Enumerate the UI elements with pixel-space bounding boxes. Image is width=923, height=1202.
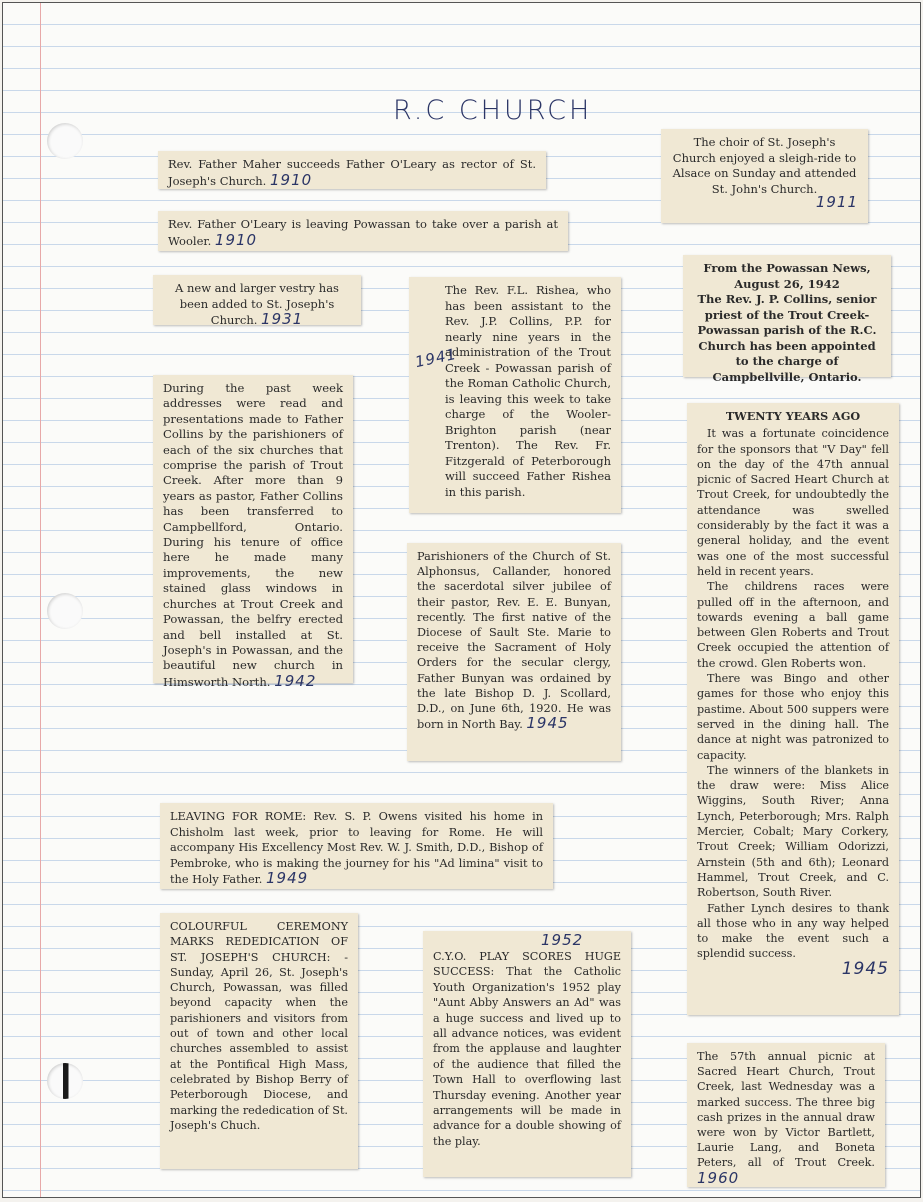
clipping-paragraph: The childrens races were pulled off in the afternoon, and towards evening a ball game between Glen Roberts and Trout Creek occupied the attention of the crowd. Glen Roberts won. [697, 580, 889, 670]
clipping-text: The choir of St. Joseph's Church enjoyed a sleigh-ride to Alsace on Sunday and attended St. John's Church. [672, 135, 857, 196]
page-title: R.C CHURCH [393, 95, 593, 126]
clipping-choir [661, 129, 868, 223]
clipping-paragraph: There was Bingo and other games for those who enjoy this pastime. About 500 suppers were served in the dining hall. The dance at night was patronized to capacity. [697, 672, 889, 762]
clipping-text: A new and larger vestry has been added to St. Joseph's Church. [175, 281, 339, 327]
clipping-cyo [423, 931, 631, 1177]
binder-hole [47, 1063, 83, 1099]
clipping-heading: TWENTY YEARS AGO [725, 409, 861, 423]
handwritten-year: 1960 [697, 1168, 740, 1187]
clipping-text: LEAVING FOR ROME: Rev. S. P. Owens visited his home in Chisholm last week, prior to leaving for Rome. He will accompany His Excellency Most Rev. W. J. Smith, D.D., Bishop of Pembroke, who is making the journey for his "Ad limina" visit to the Holy Father. [170, 810, 543, 886]
clipping-text: C.Y.O. PLAY SCORES HUGE SUCCESS: That the Catholic Youth Organization's 1952 play "Aunt Abby Answers an Ad" was a huge success and lived up to all advance notices, was evident from the applause and laughter of the audience that filled the Town Hall to overflowing last Thursday evening. Another year arrangements will be made in advance for a double showing of the play. [433, 950, 621, 1148]
clipping-rome [160, 803, 553, 889]
clipping-header: From the Powassan News, August 26, 1942 [703, 261, 871, 291]
handwritten-year: 1945 [526, 714, 569, 733]
clipping-paragraph: Father Lynch desires to thank all those who in any way helped to make the event such a splendid success. [697, 901, 889, 961]
clipping-paragraph: It was a fortunate coincidence for the sponsors that "V Day" fell on the day of the 47th annual picnic of Sacred Heart Church at Trout Creek, for undoubtedly the attendance was swelled considerably by the fact it was a general holiday, and the event was one of the most successful held in recent years. [697, 427, 889, 578]
clipping-text: During the past week addresses were read and presentations made to Father Collins by the parishioners of each of the six churches that comprise the parish of Trout Creek. After more than 9 years as pastor, Father Collins has been transferred to Campbellford, Ontario. During his tenure of office here he made many improvements, the new stained glass windows in churches at Trout Creek and Powassan, the belfry erected and bell installed at St. Joseph's in Powassan, and the beautiful new church in Himsworth North. [163, 381, 343, 689]
clipping-vestry [153, 275, 361, 328]
clipping-text: Parishioners of the Church of St. Alphonsus, Callander, honored the sacerdotal silver jubilee of their pastor, Rev. E. E. Bunyan, recently. The first native of the Diocese of Sault Ste. Marie to receive the Sacrament of Holy Orders for the secular clergy, Father Bunyan was ordained by the late Bishop D. J. Scollard, D.D., on June 6th, 1920. He was born in North Bay. [417, 550, 611, 732]
clipping-picnic-57 [687, 1043, 885, 1187]
clipping-text: The 57th annual picnic at Sacred Heart Church, Trout Creek, last Wednesday was a marked success. The three big cash prizes in the annual draw were won by Victor Bartlett, Laurie Lang, and Boneta Peters, all of Trout Creek. [697, 1050, 875, 1170]
clipping-twenty-years-ago [687, 403, 899, 1015]
clipping-collins [683, 255, 891, 384]
handwritten-year: 1911 [815, 193, 858, 211]
handwritten-year: 1952 [541, 931, 584, 949]
clipping-oleary [158, 211, 568, 251]
handwritten-year: 1945 [841, 958, 889, 979]
clipping-rishea [409, 277, 621, 513]
clipping-rededication [160, 913, 358, 1169]
handwritten-year: 1910 [214, 230, 258, 249]
handwritten-year: 1941 [413, 344, 459, 372]
clipping-maher [158, 151, 546, 189]
clipping-text: The Rev. F.L. Rishea, who has been assistant to the Rev. J.P. Collins, P.P. for nearly nine years in the administration of the Trout Creek - Powassan parish of the Roman Catholic Church, is leaving this week to take charge of the Wooler-Brighton parish (near Trenton). The Rev. Fr. Fitzgerald of Peterborough will succeed Father Rishea in this parish. [445, 283, 611, 499]
clipping-past-week [153, 375, 353, 690]
clipping-text: COLOURFUL CEREMONY MARKS REDEDICATION OF ST. JOSEPH'S CHURCH: - Sunday, April 26, St. Joseph's Church, Powassan, was filled beyond capacity when the parishioners and visitors from out of town and other local churches assembled to assist at the Pontifical High Mass, celebrated by Bishop Berry of Peterborough Diocese, and marking the rededication of St. Joseph's Chuch. [170, 920, 348, 1132]
clipping-paragraph: The winners of the blankets in the draw were: Miss Alice Wiggins, South River; Anna Lynch, Peterborough; Mrs. Ralph Mercier, Cobalt; Mary Corkery, Trout Creek; William Odorizzi, Arnstein (5th and 6th); Leonard Hammel, Trout Creek, and C. Robertson, South River. [697, 763, 889, 900]
handwritten-year: 1949 [265, 869, 309, 887]
clipping-text: Rev. Father Maher succeeds Father O'Leary as rector of St. Joseph's Church. [168, 157, 536, 188]
clipping-bunyan [407, 543, 621, 761]
binder-hole [47, 593, 83, 629]
clipping-text: The Rev. J. P. Collins, senior priest of the Trout Creek-Powassan parish of the R.C. Church has been appointed to the charge of Campbellville, Ontario. [697, 292, 877, 384]
handwritten-year: 1910 [270, 170, 313, 189]
handwritten-year: 1931 [261, 310, 304, 328]
clipping-text: Rev. Father O'Leary is leaving Powassan to take over a parish at Wooler. [168, 217, 558, 248]
handwritten-year: 1942 [274, 671, 317, 690]
scrapbook-page [2, 2, 921, 1198]
binder-hole [47, 123, 83, 159]
